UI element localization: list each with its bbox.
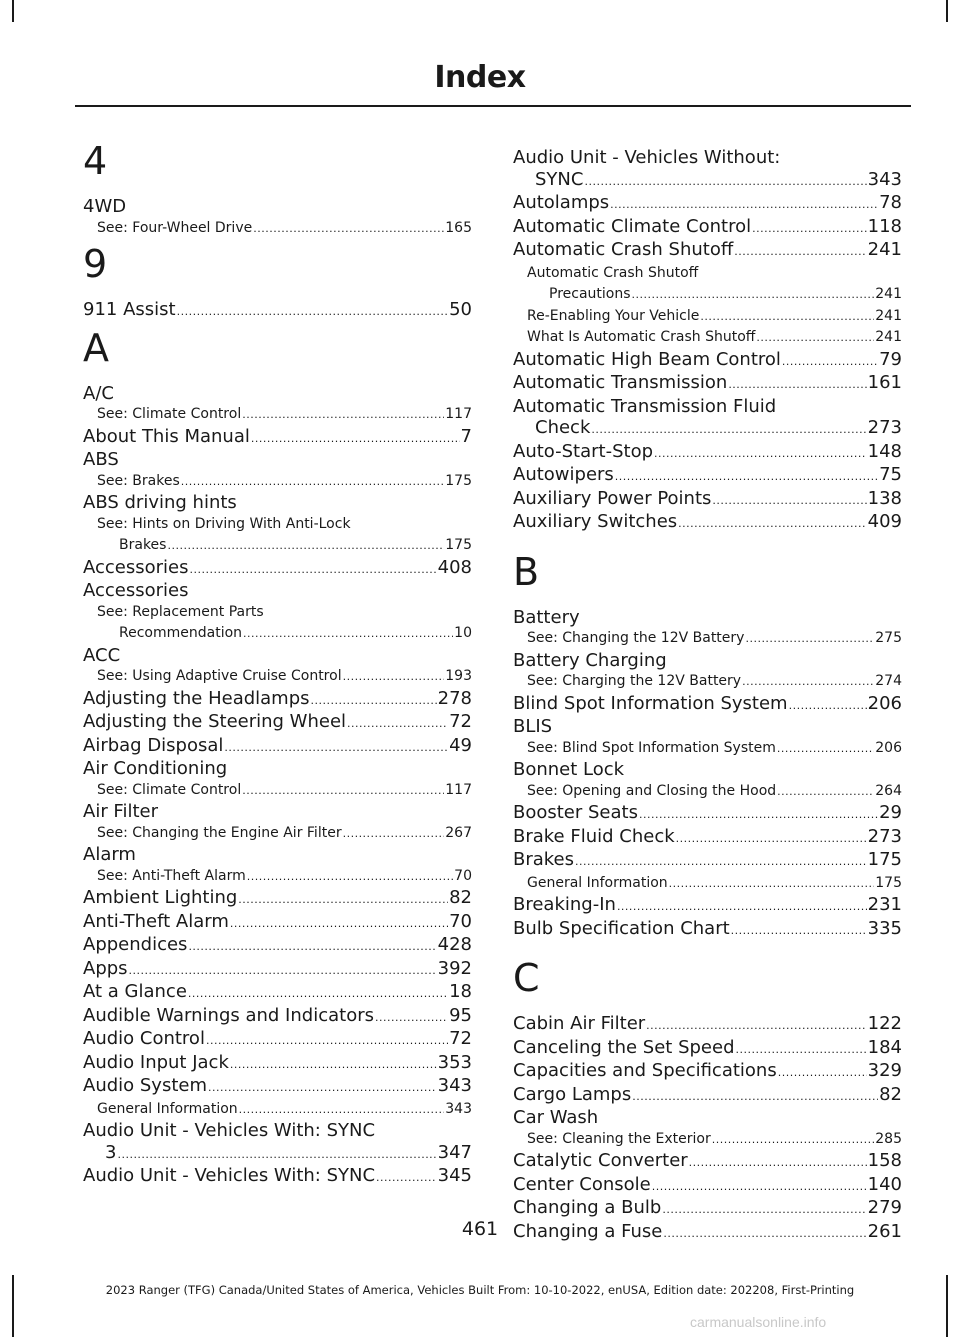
- index-page-number: 165: [445, 219, 472, 236]
- index-page-number: 206: [875, 739, 902, 756]
- index-heading: [513, 650, 902, 672]
- leader-dots: [778, 1062, 867, 1084]
- edition-note: 2023 Ranger (TFG) Canada/United States of America, Vehicles Built From: 10-10-2022, enUSA, Edition date: 202208, First-Printing: [105, 1283, 855, 1297]
- index-subentry: [513, 327, 902, 349]
- index-subentry-text: See: Charging the 12V Battery: [527, 673, 742, 689]
- leader-dots: [375, 1007, 448, 1029]
- leader-dots: [777, 781, 874, 803]
- section-letter: B: [513, 549, 540, 594]
- leader-dots: [782, 351, 878, 373]
- index-entry: [513, 1174, 902, 1198]
- index-page-number: 261: [867, 1220, 902, 1242]
- index-page-number: 7: [460, 425, 472, 447]
- index-entry: [83, 688, 472, 712]
- index-subentry: [513, 628, 902, 650]
- leader-dots: [584, 171, 866, 193]
- index-entry-text: Cargo Lamps: [513, 1083, 632, 1105]
- index-page-number: 241: [875, 286, 902, 302]
- index-entry-continuation: 3: [105, 1141, 117, 1163]
- index-subentry: [513, 263, 902, 306]
- leader-dots: [646, 1015, 866, 1037]
- leader-dots: [591, 419, 866, 441]
- index-heading: [513, 1107, 902, 1129]
- leader-dots: [190, 559, 437, 581]
- index-heading-text: Bonnet Lock: [513, 759, 625, 780]
- header-divider: [75, 105, 911, 107]
- leader-dots: [745, 628, 874, 650]
- index-page-number: 117: [445, 406, 472, 422]
- index-page-number: 241: [867, 239, 902, 260]
- index-page-number: 78: [879, 192, 902, 213]
- index-entry: [83, 1120, 472, 1165]
- index-entry: [513, 192, 902, 216]
- index-heading: [83, 196, 472, 218]
- index-column-right: [513, 147, 902, 1244]
- index-subentry: [83, 218, 472, 240]
- leader-dots: [251, 428, 460, 450]
- index-entry-text: Bulb Specification Chart: [513, 917, 730, 939]
- watermark: carmanualsonline.info: [690, 1314, 827, 1330]
- leader-dots: [610, 194, 878, 216]
- leader-dots: [700, 306, 874, 328]
- index-subentry: [83, 514, 472, 557]
- index-subentry-text: See: Climate Control: [97, 781, 242, 798]
- index-entry: [513, 802, 902, 826]
- leader-dots: [343, 666, 445, 688]
- index-entry-text: Catalytic Converter: [513, 1150, 688, 1171]
- leader-dots: [129, 960, 437, 982]
- index-entry-text: Anti-Theft Alarm: [83, 910, 229, 932]
- index-entry-text: Changing a Fuse: [513, 1220, 663, 1242]
- leader-dots: [224, 737, 448, 759]
- index-subentry: [513, 873, 902, 895]
- index-subentry: [83, 404, 472, 426]
- index-heading: [83, 492, 472, 514]
- leader-dots: [689, 1152, 867, 1174]
- index-entry: [513, 1197, 902, 1221]
- index-page-number: 231: [867, 894, 902, 915]
- index-entry: [513, 894, 902, 918]
- index-subentry-text: See: Anti-Theft Alarm: [97, 867, 246, 884]
- index-subentry-text: See: Changing the 12V Battery: [527, 630, 745, 646]
- index-heading: [513, 716, 902, 738]
- index-entry: [513, 511, 902, 535]
- index-entry-continuation: Brakes: [119, 537, 167, 553]
- index-page-number: 175: [875, 874, 902, 891]
- index-page-number: 175: [445, 472, 472, 489]
- index-page-number: 50: [449, 299, 472, 320]
- index-subentry: [83, 602, 472, 645]
- index-subentry-text: General Information: [97, 1100, 238, 1117]
- index-page-number: 148: [867, 440, 902, 462]
- index-page-number: 273: [867, 825, 902, 847]
- index-page-number: 274: [875, 673, 902, 689]
- index-entry: [83, 911, 472, 935]
- index-page-number: 241: [875, 307, 902, 324]
- index-page-number: 345: [437, 1165, 472, 1186]
- index-page-number: 72: [449, 1028, 472, 1049]
- index-page-number: 72: [449, 711, 472, 732]
- index-subentry-text: See: Brakes: [97, 472, 180, 489]
- leader-dots: [243, 623, 453, 645]
- index-entry: [513, 1150, 902, 1174]
- index-entry: [83, 934, 472, 958]
- index-entry-text: Automatic Transmission: [513, 372, 728, 393]
- index-entry-text: Cabin Air Filter: [513, 1013, 646, 1034]
- index-entry: [513, 216, 902, 240]
- index-entry: [513, 1037, 902, 1061]
- index-page-number: 175: [867, 849, 902, 870]
- index-entry-text: At a Glance: [83, 981, 187, 1002]
- index-page-number: 279: [867, 1197, 902, 1218]
- leader-dots: [376, 1167, 437, 1189]
- index-page-number: 206: [867, 692, 902, 714]
- index-entry-text: Auxiliary Switches: [513, 511, 678, 532]
- index-entry: [83, 711, 472, 735]
- index-entry: [513, 464, 902, 488]
- index-page-number: 343: [445, 1100, 472, 1117]
- index-heading-text: 4WD: [83, 196, 127, 217]
- index-page-number: 347: [437, 1141, 472, 1163]
- index-entry-text: Audio Unit - Vehicles With: SYNC: [83, 1120, 376, 1141]
- index-entry: [513, 349, 902, 373]
- index-entry-text: Center Console: [513, 1173, 651, 1195]
- index-heading-text: A/C: [83, 382, 114, 404]
- index-heading: [83, 580, 472, 602]
- leader-dots: [575, 851, 867, 873]
- leader-dots: [247, 866, 453, 888]
- index-page-number: 18: [449, 981, 472, 1002]
- leader-dots: [253, 218, 444, 240]
- index-entry-text: 911 Assist: [83, 299, 176, 320]
- index-page-number: 79: [879, 348, 902, 370]
- index-subentry-text: See: Blind Spot Information System: [527, 739, 776, 756]
- index-entry-text: Brakes: [513, 849, 575, 870]
- index-page-number: 409: [867, 511, 902, 532]
- index-entry: [83, 1052, 472, 1076]
- leader-dots: [242, 780, 444, 802]
- index-entry-text: Breaking-In: [513, 894, 616, 915]
- index-page-number: 273: [867, 417, 902, 438]
- index-entry-text: Blind Spot Information System: [513, 692, 788, 714]
- index-page-number: 343: [437, 1075, 472, 1096]
- index-page-number: 329: [867, 1060, 902, 1081]
- leader-dots: [789, 695, 867, 717]
- index-heading-text: Car Wash: [513, 1107, 599, 1128]
- index-entry: [513, 396, 902, 441]
- index-page-number: 29: [879, 802, 902, 823]
- index-subentry: [513, 306, 902, 328]
- index-heading-text: Air Conditioning: [83, 758, 228, 779]
- index-entry: [513, 1060, 902, 1084]
- index-entry-text: Canceling the Set Speed: [513, 1036, 735, 1058]
- leader-dots: [167, 535, 444, 557]
- leader-dots: [347, 713, 448, 735]
- index-subentry-text: See: Using Adaptive Cruise Control: [97, 668, 342, 684]
- index-entry: [83, 299, 472, 323]
- index-entry: [83, 735, 472, 759]
- index-heading-text: Battery: [513, 606, 580, 628]
- leader-dots: [117, 1144, 436, 1166]
- index-page-number: 118: [867, 215, 902, 237]
- index-entry-continuation: Precautions: [549, 286, 631, 302]
- leader-dots: [343, 823, 445, 845]
- index-entry-text: Audio Input Jack: [83, 1051, 229, 1073]
- index-subentry: [83, 1099, 472, 1121]
- leader-dots: [242, 404, 444, 426]
- index-entry: [83, 887, 472, 911]
- index-subentry: [83, 471, 472, 493]
- index-entry-text: Accessories: [83, 556, 189, 578]
- index-entry-text: Adjusting the Headlamps: [83, 687, 310, 709]
- index-entry-text: Audio System: [83, 1075, 208, 1096]
- index-subentry: [83, 866, 472, 888]
- index-entry-text: Adjusting the Steering Wheel: [83, 711, 347, 732]
- index-entry: [513, 372, 902, 396]
- section-letter: 9: [83, 242, 108, 286]
- index-entry-text: Apps: [83, 957, 128, 979]
- leader-dots: [678, 513, 866, 535]
- leader-dots: [239, 1099, 445, 1121]
- index-subentry: [513, 738, 902, 760]
- index-heading-text: Battery Charging: [513, 649, 667, 671]
- index-subentry: [83, 666, 472, 688]
- index-entry-continuation: Check: [535, 417, 591, 438]
- index-page-number: 140: [867, 1173, 902, 1195]
- index-page-number: 49: [449, 734, 472, 756]
- index-entry-text: Audio Control: [83, 1028, 205, 1049]
- leader-dots: [756, 327, 874, 349]
- index-page-number: 264: [875, 782, 902, 799]
- index-entry-text: Automatic High Beam Control: [513, 348, 781, 370]
- index-entry: [513, 239, 902, 263]
- index-entry-text: See: Replacement Parts: [97, 603, 264, 620]
- index-heading-text: ABS driving hints: [83, 492, 237, 513]
- leader-dots: [728, 374, 866, 396]
- index-page-number: 278: [437, 687, 472, 709]
- index-entry-text: Autolamps: [513, 192, 610, 213]
- index-subentry-text: General Information: [527, 874, 668, 891]
- index-entry: [513, 918, 902, 942]
- index-entry-text: Automatic Crash Shutoff: [527, 264, 699, 281]
- index-page-number: 343: [867, 168, 902, 190]
- index-heading: [83, 645, 472, 667]
- index-entry: [83, 426, 472, 450]
- leader-dots: [676, 828, 867, 850]
- index-entry-text: Automatic Climate Control: [513, 215, 752, 237]
- index-heading-text: Air Filter: [83, 801, 159, 822]
- section-letter: 4: [83, 139, 108, 183]
- index-page-number: 285: [875, 1130, 902, 1147]
- index-entry: [513, 1013, 902, 1037]
- section-letter: C: [513, 956, 540, 1000]
- index-heading: [83, 383, 472, 405]
- index-entry: [513, 147, 902, 192]
- leader-dots: [731, 920, 867, 942]
- leader-dots: [181, 471, 445, 493]
- index-column-left: [83, 136, 472, 1189]
- index-heading: [83, 844, 472, 866]
- index-page-number: 353: [437, 1051, 472, 1073]
- leader-dots: [632, 1086, 878, 1108]
- index-subentry-text: See: Opening and Closing the Hood: [527, 782, 777, 799]
- index-page-number: 82: [449, 887, 472, 908]
- leader-dots: [615, 466, 878, 488]
- index-heading-text: Alarm: [83, 844, 136, 865]
- index-entry-text: Auto-Start-Stop: [513, 440, 654, 462]
- index-subentry: [83, 823, 472, 845]
- leader-dots: [230, 913, 448, 935]
- index-entry-text: Auxiliary Power Points: [513, 487, 712, 509]
- index-entry: [513, 693, 902, 717]
- section-letter: A: [83, 325, 109, 370]
- leader-dots: [712, 490, 866, 512]
- page-number: 461: [461, 1218, 499, 1240]
- index-entry: [83, 557, 472, 581]
- index-page-number: 117: [445, 781, 472, 798]
- index-page-number: 275: [875, 630, 902, 646]
- crop-mark-top-right: [946, 0, 948, 22]
- leader-dots: [712, 1129, 875, 1151]
- index-heading-text: ACC: [83, 644, 121, 666]
- index-page-number: 392: [437, 957, 472, 979]
- leader-dots: [752, 218, 867, 240]
- index-heading-text: ABS: [83, 449, 119, 470]
- index-page-number: 70: [454, 867, 472, 884]
- index-entry: [513, 441, 902, 465]
- index-entry-text: Brake Fluid Check: [513, 825, 675, 847]
- index-subentry-text: Re-Enabling Your Vehicle: [527, 307, 700, 324]
- index-page-number: 408: [437, 556, 472, 578]
- index-page-number: 158: [867, 1150, 902, 1171]
- leader-dots: [669, 873, 875, 895]
- index-entry-text: Audio Unit - Vehicles With: SYNC: [83, 1165, 376, 1186]
- index-entry: [83, 1028, 472, 1052]
- index-subentry: [83, 780, 472, 802]
- index-page-number: 75: [879, 464, 902, 485]
- index-entry-continuation: SYNC: [535, 168, 584, 190]
- index-subentry: [513, 1129, 902, 1151]
- index-entry: [83, 981, 472, 1005]
- index-entry-text: Appendices: [83, 934, 188, 955]
- index-entry-text: Ambient Lighting: [83, 887, 238, 908]
- crop-mark-top-left: [12, 0, 14, 22]
- index-page-number: 122: [867, 1013, 902, 1034]
- index-entry: [83, 1075, 472, 1099]
- index-page-number: 267: [445, 824, 472, 841]
- leader-dots: [238, 889, 448, 911]
- leader-dots: [188, 983, 448, 1005]
- index-subentry-text: What Is Automatic Crash Shutoff: [527, 329, 756, 345]
- index-entry-text: Changing a Bulb: [513, 1197, 662, 1218]
- index-heading: [83, 758, 472, 780]
- leader-dots: [734, 241, 866, 263]
- index-page-number: 193: [445, 668, 472, 684]
- index-subentry-text: See: Climate Control: [97, 406, 242, 422]
- index-page-number: 161: [867, 372, 902, 393]
- index-page-number: 184: [867, 1036, 902, 1058]
- index-entry: [83, 958, 472, 982]
- leader-dots: [230, 1054, 437, 1076]
- leader-dots: [736, 1039, 867, 1061]
- index-entry-text: Capacities and Specifications: [513, 1060, 777, 1081]
- leader-dots: [632, 284, 875, 306]
- index-heading: [513, 607, 902, 629]
- index-page-number: 95: [449, 1004, 472, 1026]
- index-heading-text: BLIS: [513, 716, 553, 737]
- index-heading: [513, 759, 902, 781]
- index-entry: [83, 1005, 472, 1029]
- index-heading: [83, 801, 472, 823]
- leader-dots: [206, 1030, 448, 1052]
- index-page-number: 428: [437, 934, 472, 955]
- index-page-number: 138: [867, 487, 902, 509]
- leader-dots: [311, 690, 437, 712]
- index-entry-text: About This Manual: [83, 425, 250, 447]
- index-page-number: 10: [454, 625, 472, 641]
- leader-dots: [208, 1077, 437, 1099]
- index-entry: [513, 488, 902, 512]
- leader-dots: [654, 443, 867, 465]
- index-entry-continuation: Recommendation: [119, 625, 243, 641]
- index-subentry: [513, 781, 902, 803]
- index-entry-text: Audible Warnings and Indicators: [83, 1004, 374, 1026]
- index-entry: [83, 1165, 472, 1189]
- index-entry-text: Automatic Transmission Fluid: [513, 395, 777, 417]
- leader-dots: [617, 896, 867, 918]
- leader-dots: [777, 738, 874, 760]
- index-entry-text: Autowipers: [513, 464, 614, 485]
- index-page-number: 70: [449, 910, 472, 932]
- index-entry-text: See: Hints on Driving With Anti-Lock: [97, 515, 351, 532]
- page-title: Index: [434, 60, 526, 95]
- index-heading-text: Accessories: [83, 580, 189, 601]
- index-subentry-text: See: Cleaning the Exterior: [527, 1130, 711, 1147]
- index-entry-text: Airbag Disposal: [83, 734, 224, 756]
- index-subentry: [513, 671, 902, 693]
- index-heading: [83, 449, 472, 471]
- index-entry-text: Booster Seats: [513, 802, 638, 823]
- index-entry-text: Audio Unit - Vehicles Without:: [513, 147, 781, 168]
- index-page-number: 82: [879, 1083, 902, 1105]
- leader-dots: [639, 804, 878, 826]
- index-page-number: 335: [867, 917, 902, 939]
- index-page-number: 241: [875, 329, 902, 345]
- index-entry: [513, 1084, 902, 1108]
- index-entry: [513, 826, 902, 850]
- index-page-number: 175: [445, 537, 472, 553]
- leader-dots: [652, 1176, 867, 1198]
- leader-dots: [177, 301, 449, 323]
- leader-dots: [188, 936, 436, 958]
- index-entry: [513, 849, 902, 873]
- index-subentry-text: See: Changing the Engine Air Filter: [97, 824, 342, 841]
- leader-dots: [742, 671, 874, 693]
- index-entry-text: Automatic Crash Shutoff: [513, 239, 734, 260]
- index-subentry-text: See: Four-Wheel Drive: [97, 219, 253, 236]
